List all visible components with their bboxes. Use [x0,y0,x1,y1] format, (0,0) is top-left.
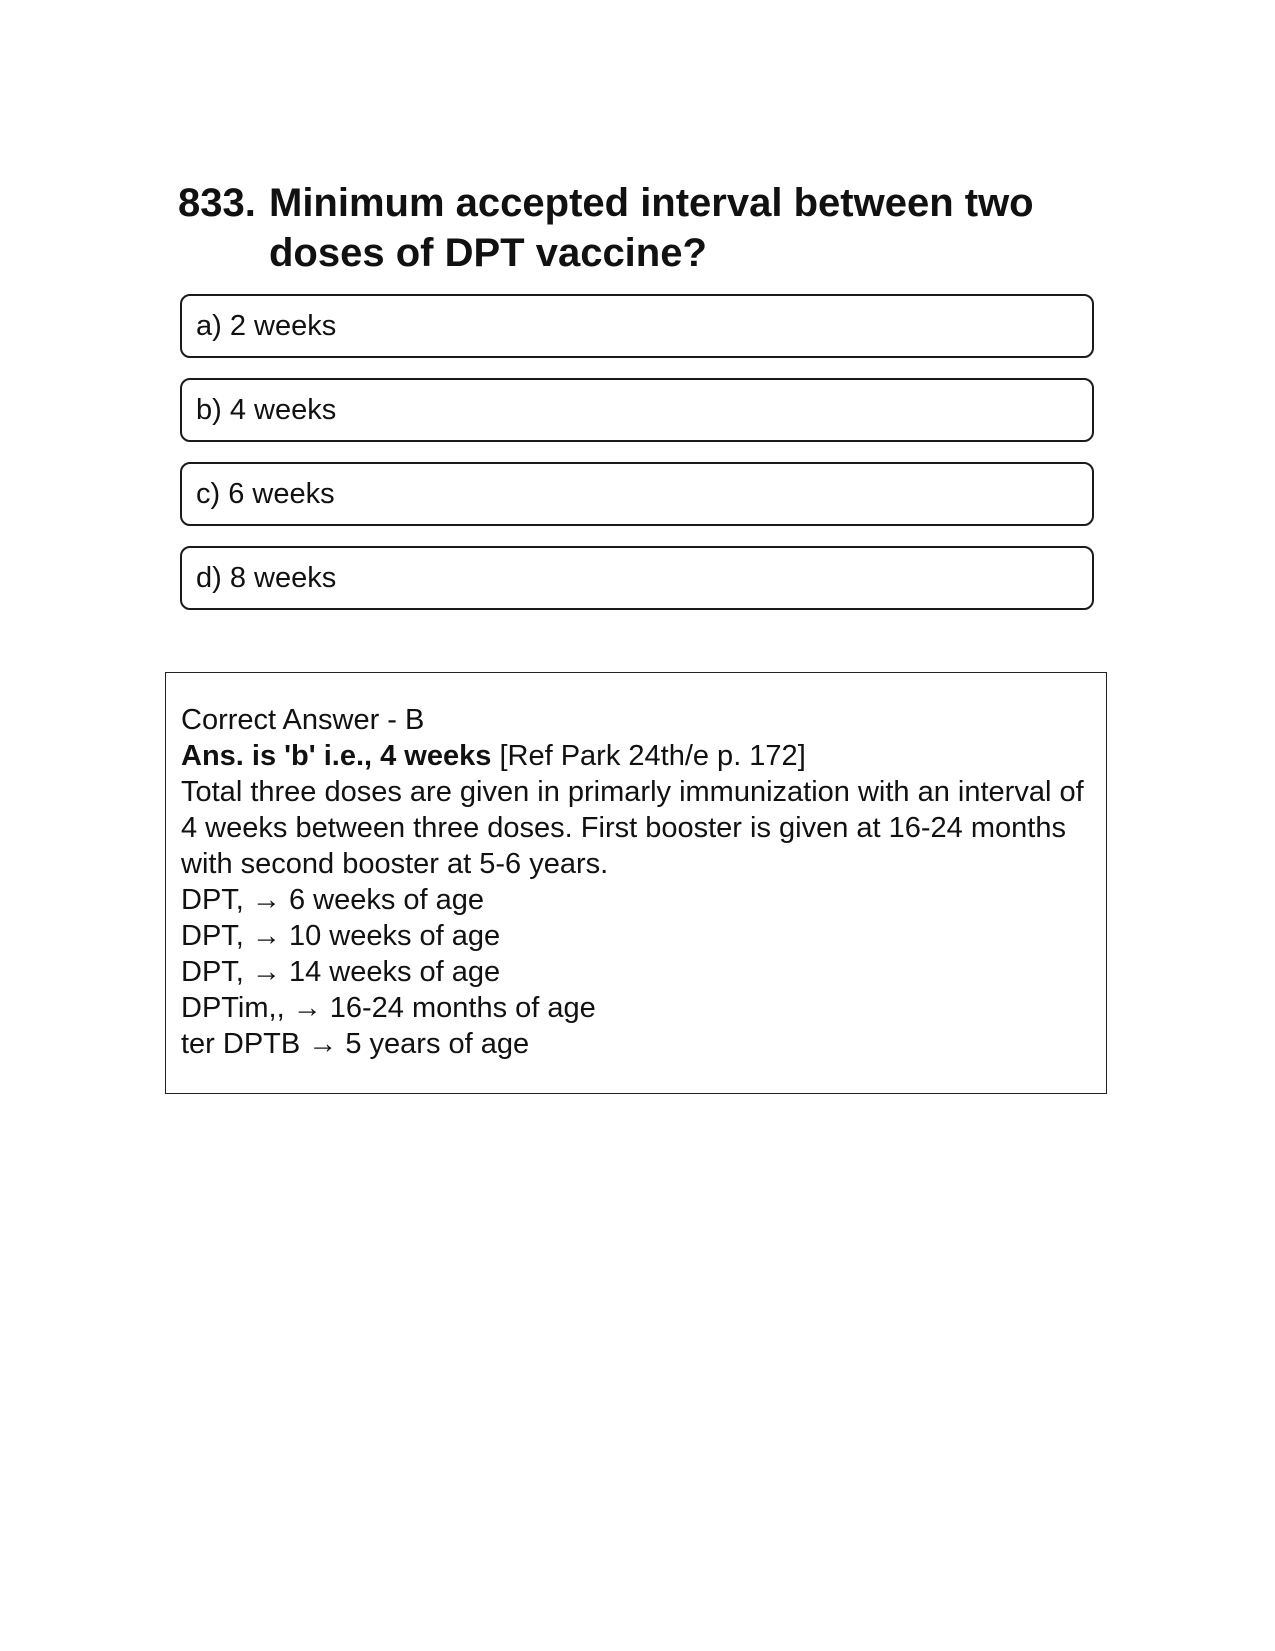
explanation-text: Total three doses are given in primarly immunization with an interval of 4 weeks between three doses. First booster is given at 16-24 months with second booster at 5-6 years. [181,776,1084,880]
reference-text: [Ref Park 24th/e p. 172] [491,740,806,772]
option-c[interactable]: c) 6 weeks [180,462,1094,526]
option-b[interactable]: b) 4 weeks [180,378,1094,442]
correct-answer-label: Correct Answer - B [181,704,425,736]
answer-explanation-box [165,672,1107,1094]
answer-content [181,702,1086,1062]
question-number: 833. [178,181,256,225]
answer-reference-line [181,738,1086,774]
schedule-item: DPT, → 6 weeks of age [181,884,485,916]
schedule-item: DPTim,, → 16-24 months of age [181,992,596,1024]
schedule-item: DPT, → 10 weeks of age [181,920,501,952]
option-a[interactable]: a) 2 weeks [180,294,1094,358]
question-text: Minimum accepted interval between two doses of DPT vaccine? [269,181,1034,275]
answer-statement: Ans. is 'b' i.e., 4 weeks [181,740,492,772]
schedule-item: ter DPTB → 5 years of age [181,1028,530,1060]
question-heading [178,178,1098,278]
schedule-item: DPT, → 14 weeks of age [181,956,501,988]
option-d[interactable]: d) 8 weeks [180,546,1094,610]
